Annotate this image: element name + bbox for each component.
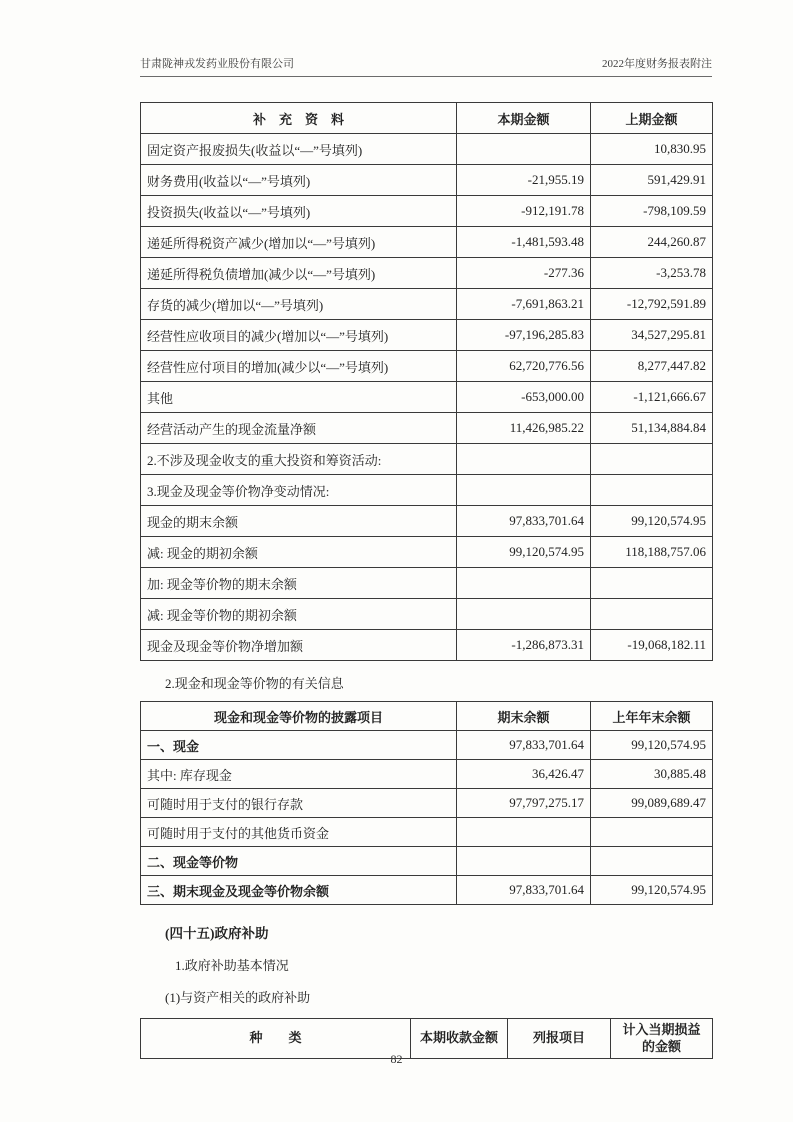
row-label: 3.现金及现金等价物净变动情况:	[141, 475, 457, 506]
table-row	[141, 789, 713, 818]
table-row	[141, 258, 713, 289]
current-amount	[457, 568, 591, 599]
table-row	[141, 506, 713, 537]
table-row	[141, 475, 713, 506]
cash-col-header-prior-year: 上年年末余额	[591, 702, 713, 731]
row-label: 减: 现金等价物的期初余额	[141, 599, 457, 630]
prior-amount: 118,188,757.06	[591, 537, 713, 568]
page-header	[140, 55, 712, 77]
cash-col-header-item: 现金和现金等价物的披露项目	[141, 702, 457, 731]
cash-col-header-ending: 期末余额	[457, 702, 591, 731]
current-amount: 97,833,701.64	[457, 506, 591, 537]
current-amount: 99,120,574.95	[457, 537, 591, 568]
current-amount	[457, 818, 591, 847]
prior-amount: 99,120,574.95	[591, 731, 713, 760]
prior-amount	[591, 818, 713, 847]
prior-amount: 10,830.95	[591, 134, 713, 165]
row-label: 加: 现金等价物的期末余额	[141, 568, 457, 599]
row-label: 经营性应付项目的增加(减少以“—”号填列)	[141, 351, 457, 382]
current-amount: -1,286,873.31	[457, 630, 591, 661]
row-label: 现金的期末余额	[141, 506, 457, 537]
table-row	[141, 165, 713, 196]
current-amount: -653,000.00	[457, 382, 591, 413]
table-row	[141, 289, 713, 320]
gov-subsidy-heading: (四十五)政府补助	[165, 926, 269, 941]
prior-amount	[591, 475, 713, 506]
row-label: 现金及现金等价物净增加额	[141, 630, 457, 661]
prior-amount: -12,792,591.89	[591, 289, 713, 320]
prior-amount: 591,429.91	[591, 165, 713, 196]
row-label: 减: 现金的期初余额	[141, 537, 457, 568]
table-row	[141, 760, 713, 789]
table-row	[141, 413, 713, 444]
prior-amount	[591, 599, 713, 630]
current-amount	[457, 444, 591, 475]
gov-col-header-presentation: 列报项目	[508, 1019, 611, 1059]
row-label: 递延所得税负债增加(减少以“—”号填列)	[141, 258, 457, 289]
table-row	[141, 320, 713, 351]
row-label: 一、现金	[141, 731, 457, 760]
current-amount: 97,797,275.17	[457, 789, 591, 818]
table-row	[141, 382, 713, 413]
table-row	[141, 599, 713, 630]
prior-amount: 99,120,574.95	[591, 876, 713, 905]
gov-col-header-type: 种 类	[141, 1019, 411, 1059]
prior-amount: 8,277,447.82	[591, 351, 713, 382]
page-content	[140, 55, 712, 1059]
table-row	[141, 847, 713, 876]
prior-amount: 244,260.87	[591, 227, 713, 258]
row-label: 投资损失(收益以“—”号填列)	[141, 196, 457, 227]
row-label: 可随时用于支付的银行存款	[141, 789, 457, 818]
table-row	[141, 731, 713, 760]
supplement-table-body	[141, 134, 713, 661]
current-amount	[457, 599, 591, 630]
current-amount: -1,481,593.48	[457, 227, 591, 258]
row-label: 固定资产报废损失(收益以“—”号填列)	[141, 134, 457, 165]
row-label: 2.不涉及现金收支的重大投资和筹资活动:	[141, 444, 457, 475]
company-name: 甘肃陇神戎发药业股份有限公司	[140, 58, 294, 70]
row-label: 三、期末现金及现金等价物余额	[141, 876, 457, 905]
supplement-header-row	[141, 103, 713, 134]
current-amount	[457, 475, 591, 506]
cash-table-body	[141, 731, 713, 905]
current-amount	[457, 134, 591, 165]
table-row	[141, 630, 713, 661]
prior-amount: 30,885.48	[591, 760, 713, 789]
row-label: 递延所得税资产减少(增加以“—”号填列)	[141, 227, 457, 258]
current-amount: 97,833,701.64	[457, 876, 591, 905]
prior-amount	[591, 847, 713, 876]
cash-table	[140, 701, 713, 905]
cash-header-row	[141, 702, 713, 731]
prior-amount: 99,089,689.47	[591, 789, 713, 818]
table-row	[141, 876, 713, 905]
prior-amount: 51,134,884.84	[591, 413, 713, 444]
prior-amount	[591, 568, 713, 599]
table-row	[141, 196, 713, 227]
current-amount: -912,191.78	[457, 196, 591, 227]
prior-amount: -798,109.59	[591, 196, 713, 227]
current-amount: -277.36	[457, 258, 591, 289]
table-row	[141, 134, 713, 165]
row-label: 二、现金等价物	[141, 847, 457, 876]
supplement-col-header-prior: 上期金额	[591, 103, 713, 134]
prior-amount: 99,120,574.95	[591, 506, 713, 537]
row-label: 其他	[141, 382, 457, 413]
row-label: 存货的减少(增加以“—”号填列)	[141, 289, 457, 320]
current-amount: -21,955.19	[457, 165, 591, 196]
row-label: 经营性应收项目的减少(增加以“—”号填列)	[141, 320, 457, 351]
current-amount: -97,196,285.83	[457, 320, 591, 351]
gov-col-header-pl-amount: 计入当期损益的金额	[611, 1019, 713, 1059]
prior-amount: -3,253.78	[591, 258, 713, 289]
current-amount: 62,720,776.56	[457, 351, 591, 382]
supplement-col-header-current: 本期金额	[457, 103, 591, 134]
supplement-table	[140, 102, 713, 661]
gov-subsidy-line2: (1)与资产相关的政府补助	[165, 990, 311, 1005]
table-row	[141, 568, 713, 599]
gov-subsidy-line1: 1.政府补助基本情况	[175, 958, 289, 973]
table-row	[141, 537, 713, 568]
row-label: 财务费用(收益以“—”号填列)	[141, 165, 457, 196]
current-amount: -7,691,863.21	[457, 289, 591, 320]
table-row	[141, 351, 713, 382]
table-row	[141, 227, 713, 258]
current-amount: 36,426.47	[457, 760, 591, 789]
row-label: 其中: 库存现金	[141, 760, 457, 789]
gov-col-header-received: 本期收款金额	[411, 1019, 508, 1059]
current-amount: 97,833,701.64	[457, 731, 591, 760]
cash-info-note: 2.现金和现金等价物的有关信息	[165, 676, 344, 691]
prior-amount: 34,527,295.81	[591, 320, 713, 351]
current-amount: 11,426,985.22	[457, 413, 591, 444]
prior-amount: -19,068,182.11	[591, 630, 713, 661]
table-row	[141, 818, 713, 847]
row-label: 可随时用于支付的其他货币资金	[141, 818, 457, 847]
prior-amount	[591, 444, 713, 475]
current-amount	[457, 847, 591, 876]
prior-amount: -1,121,666.67	[591, 382, 713, 413]
table-row	[141, 444, 713, 475]
row-label: 经营活动产生的现金流量净额	[141, 413, 457, 444]
doc-title: 2022年度财务报表附注	[602, 58, 712, 70]
page-number: 82	[390, 1052, 403, 1066]
supplement-col-header-item: 补 充 资 料	[141, 103, 457, 134]
